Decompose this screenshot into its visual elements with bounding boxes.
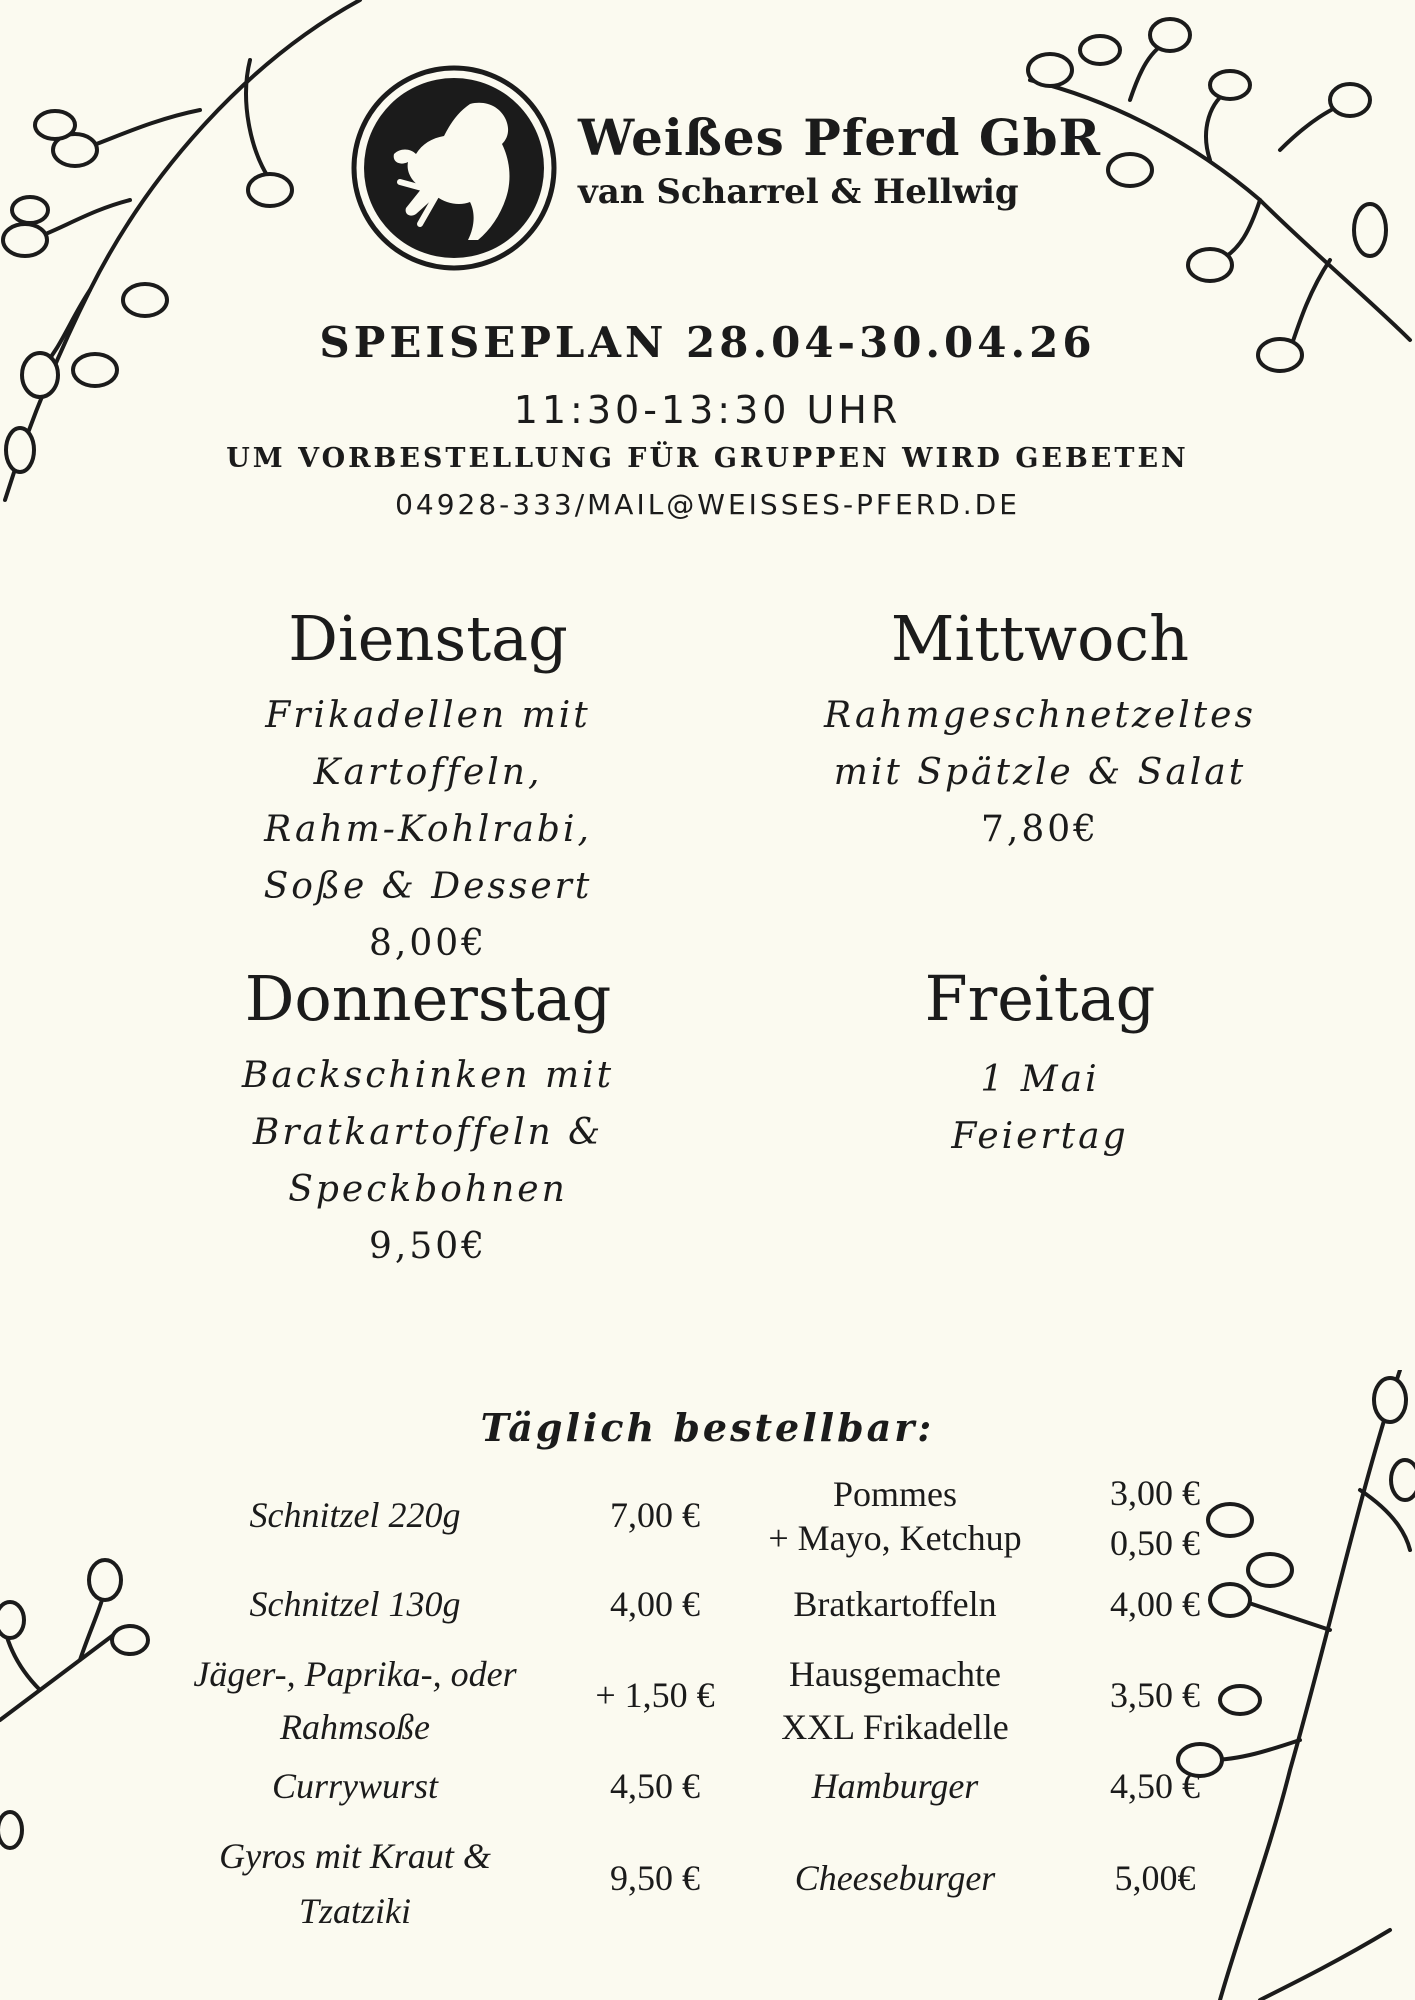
floral-branch-top-left-icon — [0, 0, 380, 520]
daily-price-left: 7,00 € — [610, 1495, 700, 1535]
day-dish: 1 Mai Feiertag — [951, 1059, 1129, 1157]
day-dish: Rahmgeschnetzeltes mit Spätzle & Salat — [824, 695, 1256, 793]
day-name: Mittwoch — [890, 602, 1190, 675]
day-name: Dienstag — [288, 602, 568, 675]
daily-item-right: Hausgemachte XXL Frikadelle — [781, 1654, 1009, 1747]
daily-item-right: Hamburger — [811, 1766, 979, 1806]
brand-owners: van Scharrel & Hellwig — [578, 172, 1019, 212]
floral-branch-bottom-left-icon — [0, 1550, 150, 1890]
contact-info: 04928-333/MAIL@WEISSES-PFERD.DE — [395, 488, 1020, 521]
day-tuesday — [148, 603, 708, 972]
plan-title: SPEISEPLAN 28.04-30.04.26 — [319, 318, 1096, 367]
day-wednesday — [760, 603, 1320, 858]
daily-price-left: 9,50 € — [610, 1858, 700, 1898]
logo-horse-icon — [350, 64, 558, 272]
daily-item-right: Cheeseburger — [794, 1858, 996, 1898]
day-name: Donnerstag — [244, 962, 612, 1035]
day-thursday — [148, 963, 708, 1275]
day-friday — [760, 963, 1320, 1165]
daily-price-right: 4,50 € — [1110, 1766, 1200, 1806]
brand-name: Weißes Pferd GbR — [578, 108, 1102, 167]
daily-price-left: + 1,50 € — [595, 1675, 715, 1715]
daily-price-right: 4,00 € — [1110, 1584, 1200, 1624]
day-price: 7,80€ — [980, 809, 1100, 850]
day-dish: Backschinken mit Bratkartoffeln & Speckbohnen — [241, 1055, 615, 1210]
daily-item-right: Bratkartoffeln — [793, 1584, 997, 1624]
daily-menu-heading: Täglich bestellbar: — [480, 1405, 935, 1450]
plan-hours: 11:30-13:30 UHR — [513, 388, 902, 432]
group-booking-note: UM VORBESTELLUNG FÜR GRUPPEN WIRD GEBETEN — [226, 443, 1189, 474]
daily-item-left: Schnitzel 130g — [249, 1584, 461, 1624]
day-price: 8,00€ — [368, 923, 488, 964]
day-dish: Frikadellen mit Kartoffeln, Rahm-Kohlrabi, Soße & Dessert — [263, 695, 593, 907]
daily-price-left: 4,00 € — [610, 1584, 700, 1624]
day-name: Freitag — [924, 962, 1156, 1035]
daily-price-right: 3,00 € 0,50 € — [1110, 1473, 1200, 1563]
daily-item-left: Jäger-, Paprika-, oder Rahmsoße — [193, 1654, 517, 1747]
daily-item-left: Schnitzel 220g — [249, 1495, 461, 1535]
day-price: 9,50€ — [368, 1226, 488, 1267]
daily-price-right: 5,00€ — [1114, 1858, 1196, 1898]
daily-price-right: 3,50 € — [1110, 1675, 1200, 1715]
daily-price-left: 4,50 € — [610, 1766, 700, 1806]
daily-item-left: Gyros mit Kraut & Tzatziki — [219, 1836, 491, 1931]
daily-item-left: Currywurst — [271, 1766, 439, 1806]
daily-item-right: Pommes + Mayo, Ketchup — [768, 1474, 1022, 1558]
